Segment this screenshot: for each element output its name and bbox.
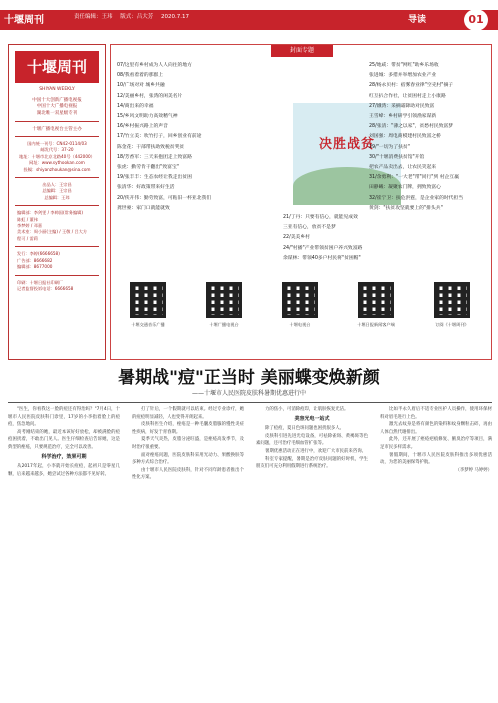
toc-item[interactable]: 田静曦：凝聚农门牌，拥致致富心 (369, 185, 441, 191)
toc-item[interactable]: 24/"村播"产业带领贫困户养兴致富路 (283, 245, 363, 251)
article-column (8, 406, 120, 698)
info-line: 投稿：shiyanzhoukan@sina.com (23, 166, 91, 172)
sponsor-line: 中国十大创新广播电视报 (32, 97, 82, 103)
paragraph: 夏季天气炎热，皮脂分泌旺盛，是痤疮高发季节，及时治疗很重要。 (132, 437, 244, 450)
masthead-box (8, 44, 106, 360)
toc-item[interactable]: 29/"一切为了扶贫" (369, 144, 410, 150)
paragraph: 暑期优惠活动正在进行中，欢迎广大市民前来咨询。 (265, 448, 366, 454)
qr-label: 十堰日报新闻客户端 (357, 322, 395, 327)
divider (15, 205, 99, 206)
article-column (380, 406, 492, 698)
toc-item[interactable]: 25/地咸：带贫"网红"助乡乐场收 (369, 63, 439, 68)
paragraph: 此外，还开展了痤疮疤痕修复、腋臭治疗等项目，满足市民多样需求。 (380, 437, 492, 450)
divider (15, 177, 99, 178)
staff-line: 程可 / 雷莉 (17, 235, 38, 241)
header-logo: 十堰周刊 (4, 15, 44, 26)
cover-title: 决胜战贫 (318, 137, 375, 152)
qr-code[interactable] (282, 282, 318, 318)
toc-item[interactable]: 22/美美乡村 (283, 235, 310, 241)
page-number: 01 (464, 9, 488, 31)
toc-item[interactable]: 32/崔宁卫：扶危洪霆，是企业家的时代担当 (369, 195, 464, 201)
print-line: 记者监督投诉电话：6666658 (17, 285, 74, 291)
sponsor-line: 中国十大广播电视报 (36, 104, 78, 109)
feature-label: 封面专题 (271, 45, 333, 57)
header-date: 2020.7.17 (161, 14, 190, 20)
masthead-contacts (9, 251, 105, 270)
paragraph: 比如半永久眉后不适专业医护人员操作，使用环保材料对眉毛进行上色。 (380, 407, 492, 420)
toc-item[interactable]: 张进城：多措并举增加农业产业 (369, 73, 437, 79)
contact-line: 发行：李婷(6666658) (17, 251, 60, 257)
paragraph: 科室专家提醒，暑期是治疗皮肤问题的好时机，学生朋友们可充分利用假期进行系统治疗。 (256, 456, 368, 470)
divider (15, 275, 99, 276)
staff-line: 李梦婷 / 邓嘉 (17, 223, 43, 229)
toc-item[interactable]: 28/杨永贝村：宿雾春业律"空壳村"摘子 (369, 83, 454, 89)
toc-item[interactable]: 王雪峰：乡村研学引领渔家谋新 (369, 114, 437, 120)
contact-line: 编辑部：8677000 (17, 264, 53, 270)
article-body (8, 406, 492, 698)
paragraph: 打了针后，一个假期就可以结束。经过专业诊疗，她的痘痘明显减轻，人也变得开朗起来。 (132, 407, 244, 420)
qr-label: 十堰电视台 (289, 322, 311, 327)
staff-line: 编辑部：李剑雯 / 李帅国(常务编辑) (17, 210, 83, 216)
paragraph: 除了痘痘，夏日色斑问题也困扰很多人。 (265, 426, 345, 432)
section-heading: 科学治疗，效果可期 (41, 453, 87, 460)
article-headline: 暑期战"痘"正当时 美丽蝶变焕新颜 (118, 368, 380, 388)
qr-code[interactable] (206, 282, 242, 318)
info-line: 网址：www.sythookan.com (29, 160, 85, 166)
feature-left-list (117, 61, 211, 214)
divider (15, 136, 99, 137)
qr-code[interactable] (130, 282, 166, 318)
qr-label: 十堰交通音乐广播 (131, 322, 165, 327)
divider (8, 402, 492, 403)
toc-item[interactable]: 12/美丽乡村，张湾的闲美名片 (117, 93, 183, 99)
toc-item[interactable]: 红互扒合作社，让贫困村走上小康路 (369, 93, 446, 99)
toc-item[interactable]: 20/侠开伟：勤劳致富，可粘旧一杯亚北我们 (117, 195, 212, 201)
paragraph: 面对痤疮问题，医院皮肤科采用光动力、果酸换肤等多种方式综合治疗。 (132, 452, 244, 466)
paragraph: 高考刚结束的她，最近本该好好放松，却被满脸的痘痘困扰着，不敢出门见人。医生仔细检查后告诉她，这是典型的痤疮，只要规范治疗，完全可以改善。 (8, 429, 120, 450)
toc-item[interactable]: 龚世豪：家门口就能就致 (117, 205, 170, 211)
toc-item[interactable]: 10/广场对对 城乡共融 (117, 83, 165, 89)
toc-item[interactable]: 陈金花：干部带扶助致税贫奖贫 (117, 144, 185, 150)
chief-editor: 总编辑：王玮 (44, 194, 70, 200)
staff-line: 美术室：周小丽(主编) / 王敬 / 吕大方 (17, 229, 88, 235)
masthead-publisher: 十堰广播电视台主管主办 (32, 127, 82, 132)
toc-item[interactable]: 17/竹立美：吹竹打子，回乡创业有前途 (117, 134, 202, 140)
paragraph: 皮肤科医生介绍，痤疮是一种毛囊皮脂腺的慢性炎症性疾病，好发于青春期。 (132, 422, 244, 435)
header-meta (74, 12, 195, 20)
feature-bottom-list (283, 213, 362, 264)
section-heading: 美容光电一站式 (294, 415, 330, 422)
toc-item[interactable]: 08/我看着着的那群上 (117, 73, 164, 79)
sponsor-line: 湖北唯一双星级专刊 (36, 110, 78, 116)
page-header (0, 0, 498, 40)
toc-item[interactable]: 18/芳香军：三天来抱团走上致富路 (117, 154, 192, 160)
masthead-logo: 十堰周刊 (15, 51, 99, 83)
info-line: 邮发代号：37-20 (40, 147, 74, 153)
divider (15, 246, 99, 247)
toc-item[interactable]: 07/这里有乡村成为人人向往的地方 (117, 63, 192, 68)
section-tag: 导读 (408, 15, 427, 25)
qr-label: 十堰广播电视台 (209, 322, 239, 327)
paragraph: 从2017年起，小李就开始长痘痘，起初只是零星几颗，后来越来越多，她尝试过各种方法都不见好转。 (8, 464, 120, 477)
paragraph: 皮肤科引进先进光电设备，可祛除雀斑、黄褐斑等色素问题，还可治疗毛细血管扩张等。 (256, 433, 368, 447)
toc-item[interactable]: 余谋林：带领40多户村民将"贫困帽" (283, 255, 361, 261)
chairman: 出品人：王宗昌 (42, 182, 72, 188)
paragraph: 由十堰市人民医院皮肤科，针对不同年龄患者推出个性化方案。 (132, 467, 244, 481)
qr-code[interactable] (358, 282, 394, 318)
toc-item[interactable]: 28/张清："薄之以家"，贫愁村民致富梦 (369, 124, 454, 130)
masthead-sponsors (9, 98, 105, 118)
paragraph: 力的焦小，可消除痘印，让肌肤恢复光洁。 (265, 407, 349, 412)
qr-code-row (118, 282, 484, 342)
masthead-print (9, 280, 105, 293)
info-line: 地址：十堰市北京北路40号（442000） (19, 153, 95, 159)
toc-item[interactable]: 16/乡村振兴路上的声音 (117, 124, 168, 130)
masthead-info (9, 141, 105, 173)
toc-item[interactable]: 张清华：好政策带来好生活 (117, 185, 175, 191)
paragraph: 暑假期间，十堰市人民医院皮肤科推出多项优惠活动，为您的美丽保驾护航。 (380, 452, 492, 466)
masthead-staff (9, 210, 105, 242)
paragraph: 激光去纹身是将有颜色的染料和纹身颗粒击碎，再由人体自然代谢排出。 (380, 422, 492, 435)
header-designer: 版式：吕大芳 (120, 14, 154, 20)
paragraph: "医生，你看我这一脸的痘还有得治吗？"7月4日，十堰市人民医院皮肤科门诊里，17岁的小李指着脸上的痘痘，焦急地问。 (8, 407, 120, 428)
masthead-tagline: SHIYAN WEEKLY (39, 87, 75, 92)
toc-item[interactable]: 三亚有信心，放贫不是梦 (283, 225, 336, 231)
header-editor: 责任编辑：王玮 (74, 14, 113, 20)
toc-item[interactable]: 30/"十堰消费扶贫馆"开馆 (369, 154, 425, 160)
staff-line: 陈虹 / 董伟 (17, 216, 38, 222)
toc-item[interactable]: 张虎：勤劳肯干翻出"致富宝" (117, 165, 179, 171)
toc-item[interactable]: 27/娥湾：采摘霜降助对民致富 (369, 103, 435, 109)
article-byline: ——十堰市人民医院皮肤科暑期优惠进行中 (191, 390, 306, 397)
qr-label: 订阅《十堰周刊》 (435, 322, 469, 327)
print-line: 印刷：十堰日报社印刷厂 (17, 279, 64, 285)
toc-item[interactable]: 21/丁丹：只要有信心，就能见成效 (283, 215, 358, 220)
article-column (256, 406, 368, 698)
editor-in-chief: 总编辑：王宗昌 (42, 188, 72, 194)
toc-item[interactable]: 刘国强：周电商模建村民致富之桥 (369, 134, 441, 140)
contact-line: 广告部：8666682 (17, 257, 53, 263)
toc-item[interactable]: 把农产品卖出去，让农民笑起来 (369, 165, 437, 171)
divider (15, 121, 99, 122)
feature-right-list (369, 61, 463, 214)
toc-item[interactable]: 31/余勇利："一大老"带"同行"到 村企互赢 (369, 175, 460, 181)
article-column (132, 406, 244, 698)
article-signature: （李梦婷 马婷婷） (455, 467, 492, 473)
toc-item[interactable]: 黄剑："扶贫攻坚就要上的"排头兵" (369, 205, 443, 211)
qr-code[interactable] (434, 282, 470, 318)
toc-item[interactable]: 14/商出来的幸福 (117, 103, 154, 109)
toc-item[interactable]: 15/乡风文明助力高效精气神 (117, 114, 178, 120)
toc-item[interactable]: 19/张丰丰：生态农经让我走出贫困 (117, 175, 192, 181)
info-line: 国内统一刊号：CN42-0114/03 (27, 141, 87, 146)
masthead-leaders (9, 182, 105, 201)
